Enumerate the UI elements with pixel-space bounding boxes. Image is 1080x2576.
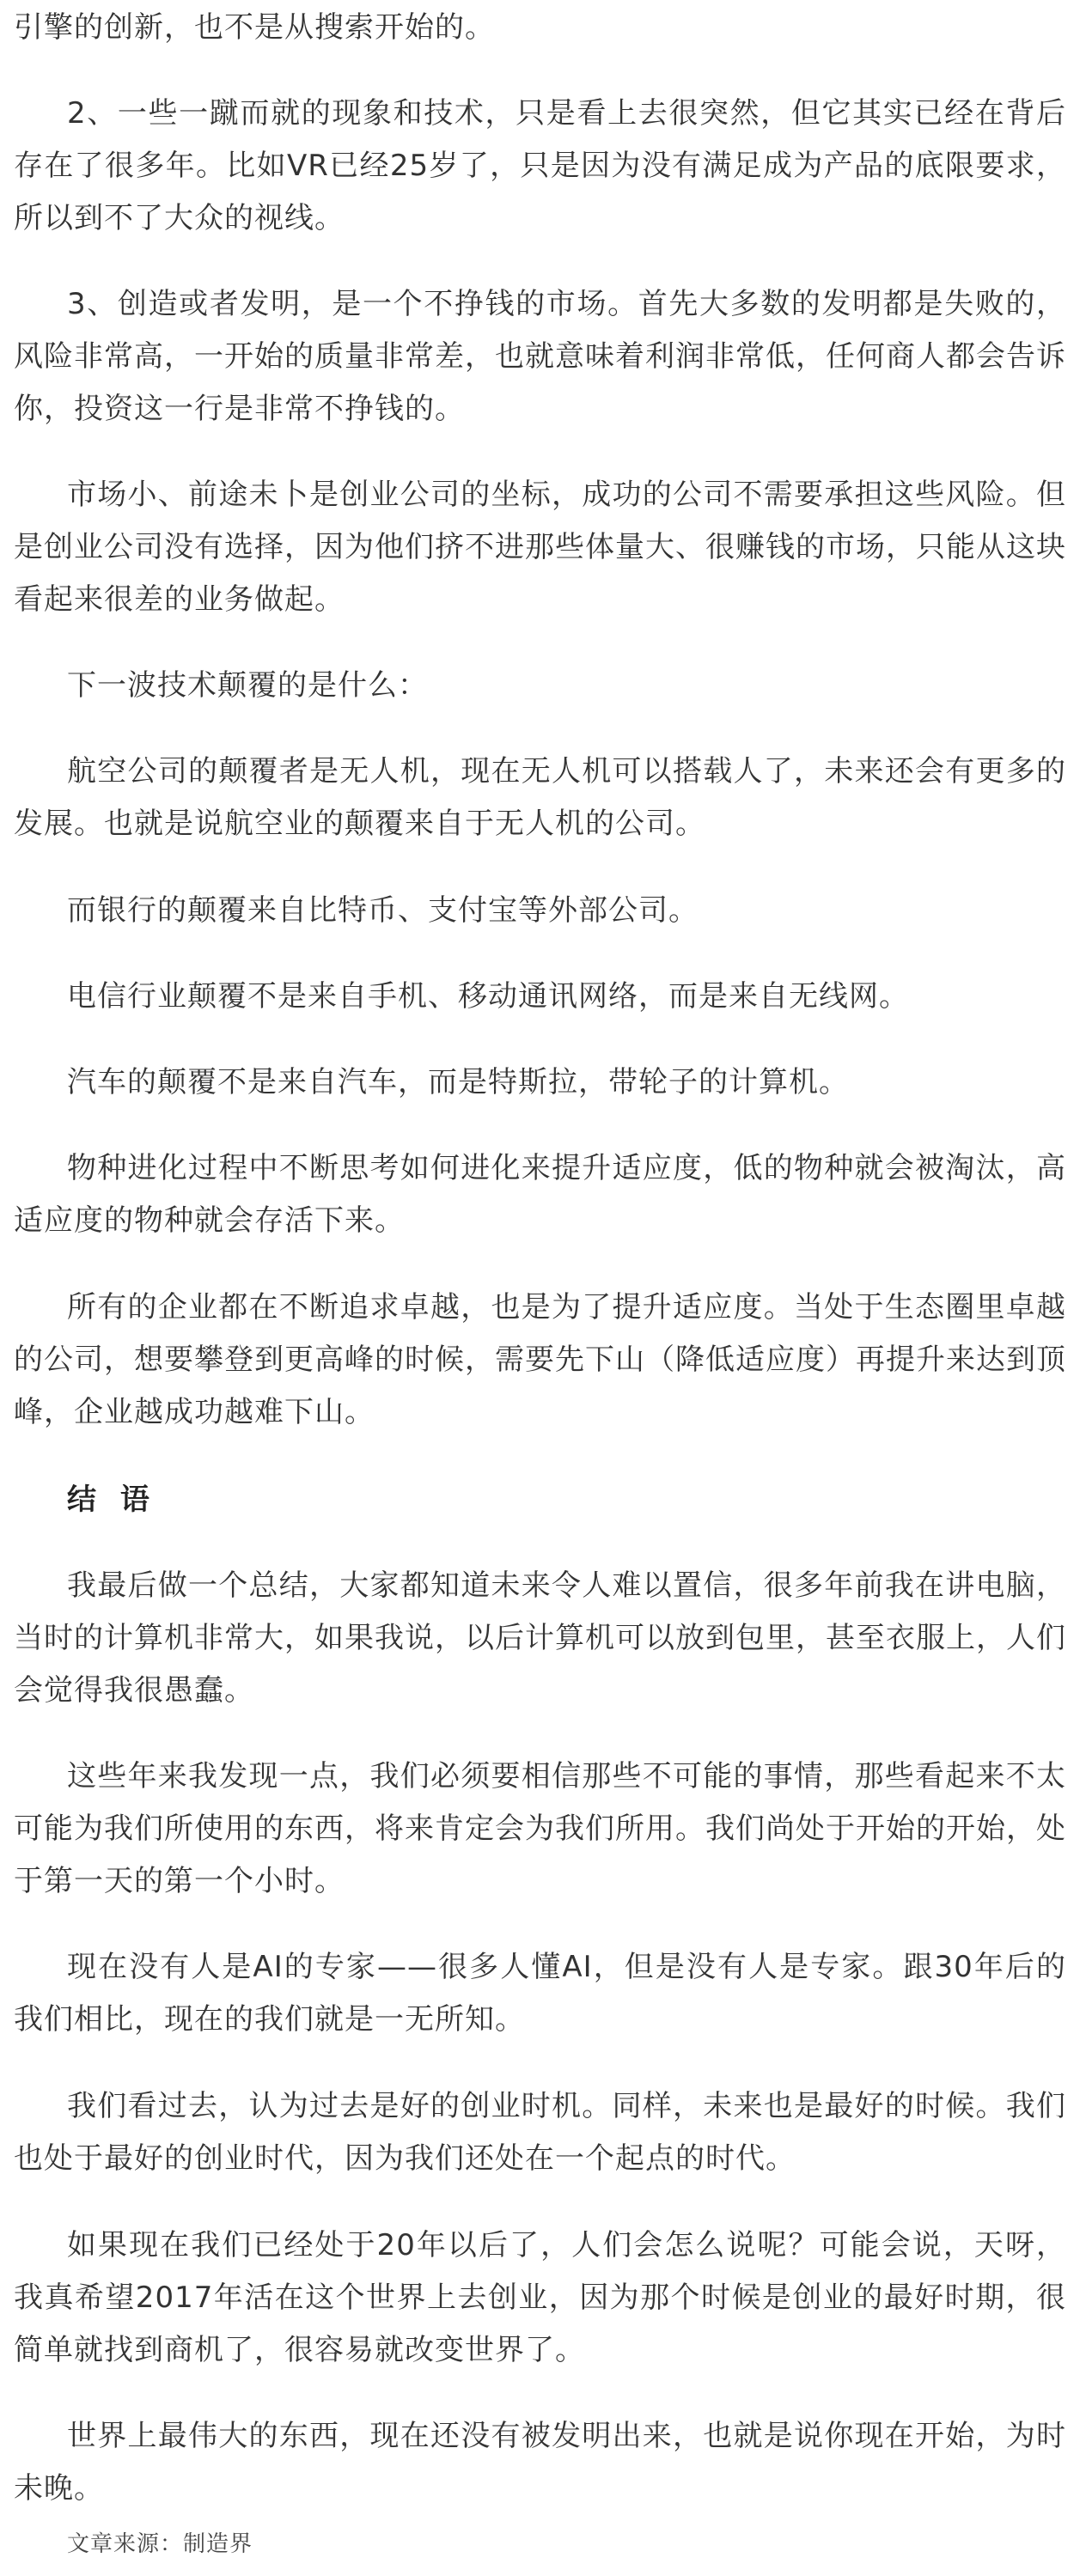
paragraph: 我最后做一个总结，大家都知道未来令人难以置信，很多年前我在讲电脑，当时的计算机非常大，如果我说，以后计算机可以放到包里，甚至衣服上，人们会觉得我很愚蠢。 (14, 1568, 1066, 1708)
article-source: 文章来源：制造界 (67, 2531, 253, 2557)
paragraph: 电信行业颠覆不是来自手机、移动通讯网络，而是来自无线网。 (67, 979, 909, 1014)
paragraph: 航空公司的颠覆者是无人机，现在无人机可以搭载人了，未来还会有更多的发展。也就是说航空业的颠覆来自于无人机的公司。 (14, 754, 1066, 841)
paragraph: 物种进化过程中不断思考如何进化来提升适应度，低的物种就会被淘汰，高适应度的物种就会存活下来。 (14, 1151, 1066, 1238)
section-heading: 结 语 (67, 1483, 156, 1517)
paragraph: 市场小、前途未卜是创业公司的坐标，成功的公司不需要承担这些风险。但是创业公司没有选择，因为他们挤不进那些体量大、很赚钱的市场，只能从这块看起来很差的业务做起。 (14, 478, 1066, 617)
paragraph: 2、一些一蹴而就的现象和技术，只是看上去很突然，但它其实已经在背后存在了很多年。比如VR已经25岁了，只是因为没有满足成为产品的底限要求，所以到不了大众的视线。 (14, 96, 1066, 235)
paragraph: 如果现在我们已经处于20年以后了，人们会怎么说呢？可能会说，天呀，我真希望2017年活在这个世界上去创业，因为那个时候是创业的最好时期，很简单就找到商机了，很容易就改变世界了。 (14, 2228, 1066, 2367)
paragraph: 这些年来我发现一点，我们必须要相信那些不可能的事情，那些看起来不太可能为我们所使用的东西，将来肯定会为我们所用。我们尚处于开始的开始，处于第一天的第一个小时。 (14, 1759, 1066, 1898)
paragraph: 而银行的颠覆来自比特币、支付宝等外部公司。 (67, 893, 699, 928)
paragraph: 现在没有人是AI的专家——很多人懂AI，但是没有人是专家。跟30年后的我们相比，现在的我们就是一无所知。 (14, 1950, 1066, 2037)
paragraph: 世界上最伟大的东西，现在还没有被发明出来，也就是说你现在开始，为时未晚。 (14, 2419, 1066, 2506)
paragraph: 下一波技术颠覆的是什么： (67, 668, 428, 703)
paragraph: 所有的企业都在不断追求卓越，也是为了提升适应度。当处于生态圈里卓越的公司，想要攀登到更高峰的时候，需要先下山（降低适应度）再提升来达到顶峰，企业越成功越难下山。 (14, 1290, 1066, 1429)
paragraph: 3、创造或者发明，是一个不挣钱的市场。首先大多数的发明都是失败的，风险非常高，一开始的质量非常差，也就意味着利润非常低，任何商人都会告诉你，投资这一行是非常不挣钱的。 (14, 287, 1066, 426)
paragraph: 汽车的颠覆不是来自汽车，而是特斯拉，带轮子的计算机。 (67, 1065, 849, 1099)
paragraph: 引擎的创新，也不是从搜索开始的。 (14, 10, 495, 45)
paragraph: 我们看过去，认为过去是好的创业时机。同样，未来也是最好的时候。我们也处于最好的创业时代，因为我们还处在一个起点的时代。 (14, 2089, 1066, 2176)
